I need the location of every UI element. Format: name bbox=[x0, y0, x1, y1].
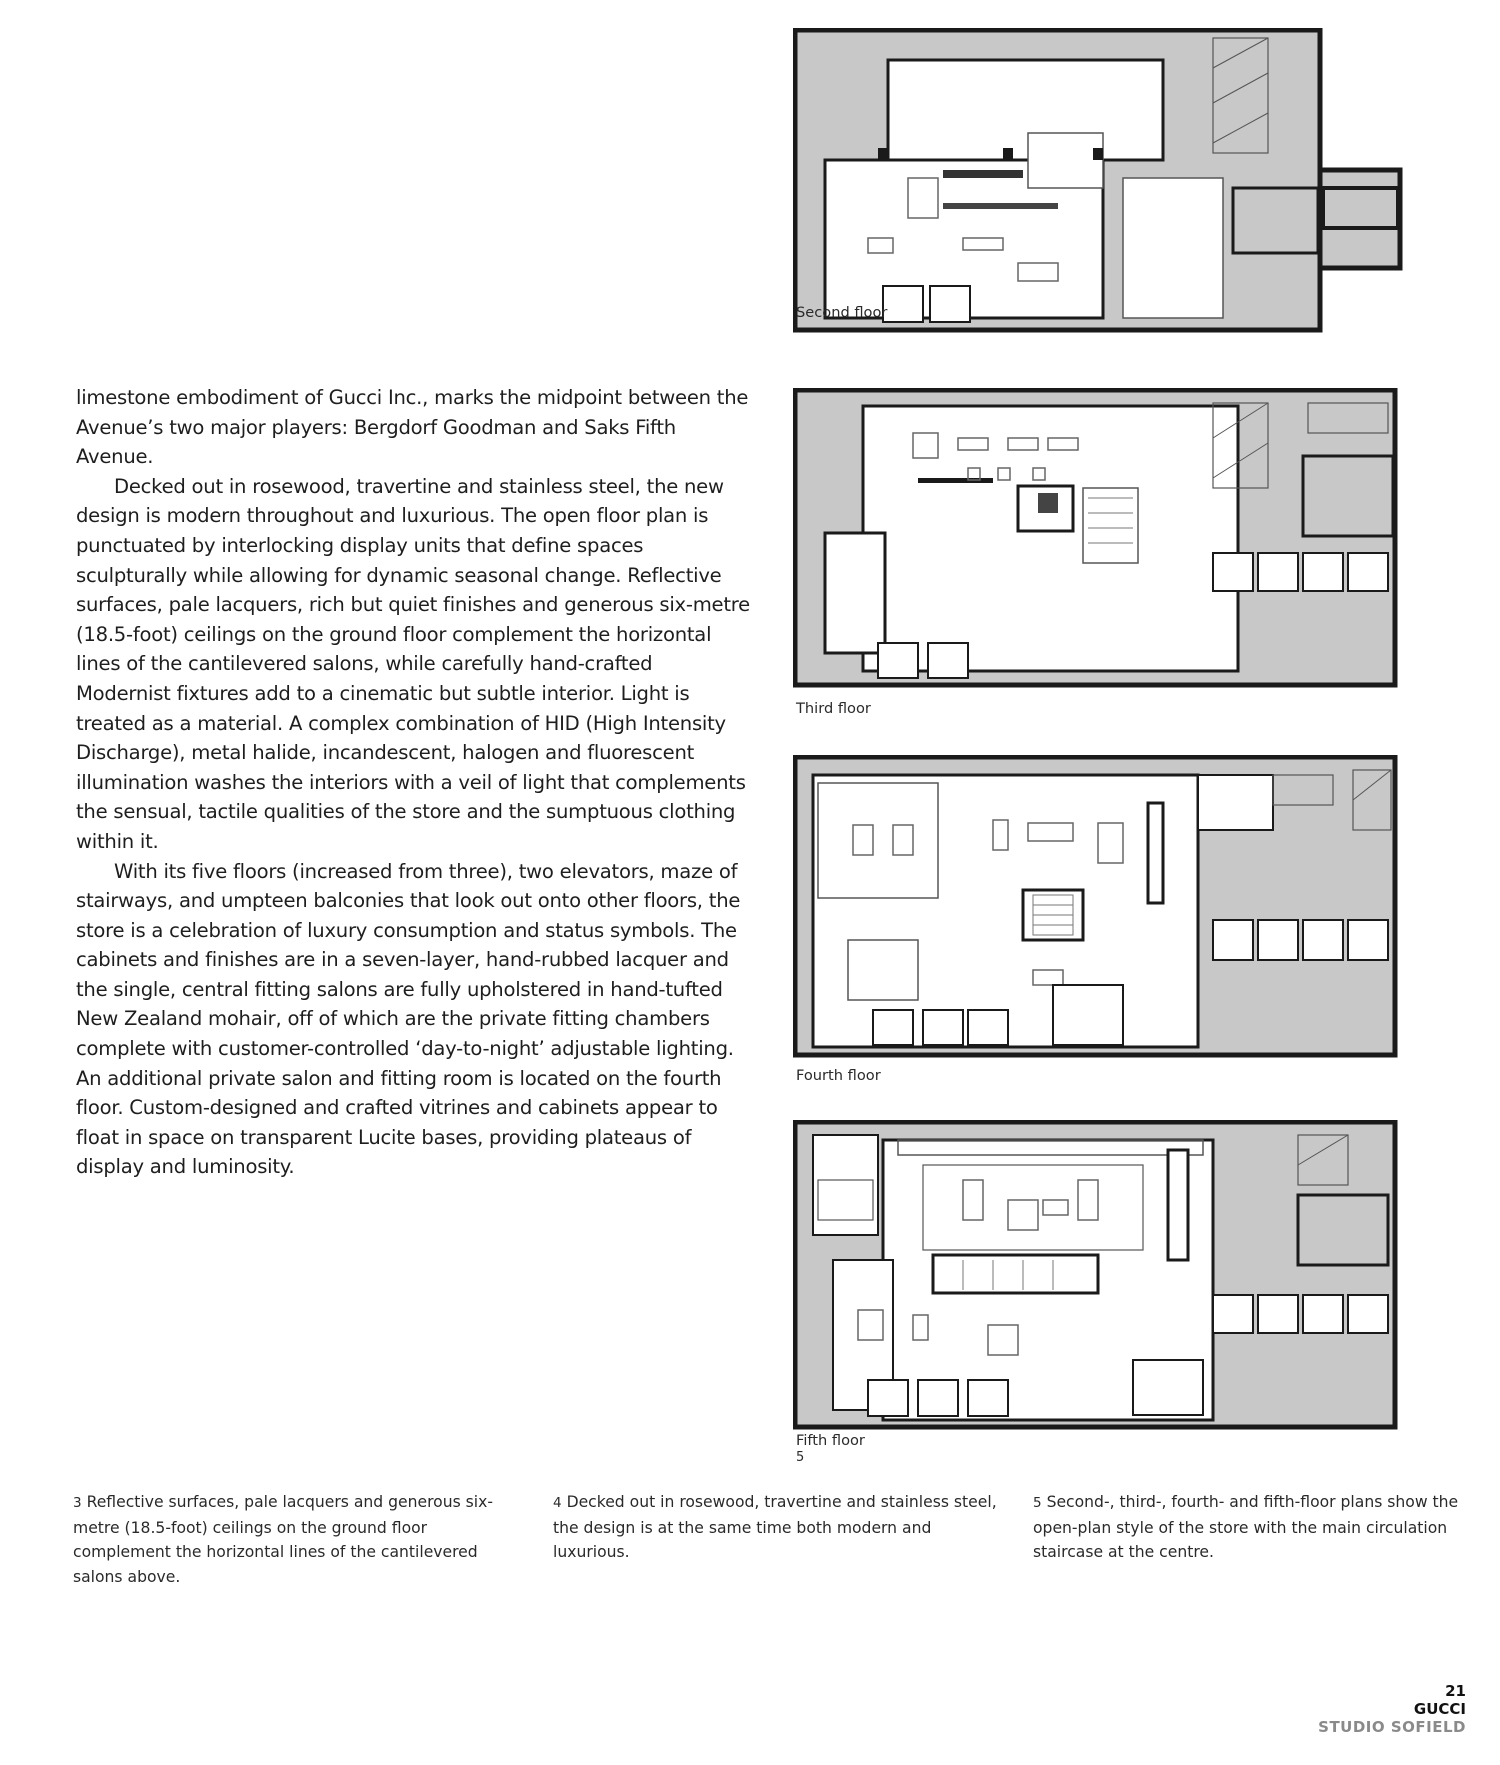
body-paragraph-2: Decked out in rosewood, travertine and stainless steel, the new design is modern throughout and luxurious. The open floor plan is punctuated by interlocking display units that define spaces sculpturally while allowing for dynamic seasonal change. Reflective surfaces, pale lacquers, rich but quiet finishes and generous six-metre (18.5-foot) ceilings on the ground floor complement the horizontal lines of the cantilevered salons, while carefully hand-crafted Modernist fixtures add to a cinematic but subtle interior. Light is treated as a material. A complex combination of HID (High Intensity Discharge), metal halide, incandescent, halogen and fluorescent illumination washes the interiors with a veil of light that complements the sensual, tactile qualities of the store and the sumptuous clothing within it. bbox=[76, 474, 750, 853]
floor-plan-second bbox=[793, 28, 1394, 333]
floor-plan-third bbox=[793, 388, 1394, 688]
plan-label-fourth-floor: Fourth floor bbox=[796, 1067, 881, 1084]
floor-plan-fifth bbox=[793, 1120, 1394, 1430]
caption-5 bbox=[1033, 1490, 1463, 1565]
figure-number: 5 bbox=[796, 1450, 805, 1465]
caption-3 bbox=[73, 1490, 518, 1589]
body-paragraph-3: With its five floors (increased from three), two elevators, maze of stairways, and umpteen balconies that look out onto other floors, the store is a celebration of luxury consumption and status symbols. The cabinets and finishes are in a seven-layer, hand-rubbed lacquer and the single, central fitting salons are fully upholstered in hand-tufted New Zealand mohair, off of which are the private fitting chambers complete with customer-controlled ‘day-to-night’ adjustable lighting. An additional private salon and fitting room is located on the fourth floor. Custom-designed and crafted vitrines and cabinets appear to float in space on transparent Lucite bases, providing plateaus of display and luminosity. bbox=[76, 859, 741, 1179]
plan-label-second-floor: Second floor bbox=[796, 304, 888, 321]
plan-label-third-floor: Third floor bbox=[796, 700, 871, 717]
folio-studio: STUDIO SOFIELD bbox=[1318, 1718, 1466, 1736]
caption-5-number: 5 bbox=[1033, 1495, 1042, 1511]
page-number: 21 bbox=[1445, 1682, 1466, 1700]
body-paragraph-1: limestone embodiment of Gucci Inc., marks the midpoint between the Avenue’s two major players: Bergdorf Goodman and Saks Fifth Avenue. bbox=[76, 386, 749, 469]
folio bbox=[1318, 1682, 1466, 1736]
floor-plan-fourth bbox=[793, 755, 1394, 1060]
body-text bbox=[76, 383, 751, 1182]
caption-3-number: 3 bbox=[73, 1495, 82, 1511]
caption-4 bbox=[553, 1490, 1003, 1565]
folio-client: GUCCI bbox=[1413, 1700, 1466, 1718]
caption-5-text: Second-, third-, fourth- and fifth-floor plans show the open-plan style of the store with the main circulation staircase at the centre. bbox=[1033, 1493, 1459, 1561]
plan-label-fifth-floor: Fifth floor bbox=[796, 1432, 865, 1449]
caption-4-number: 4 bbox=[553, 1495, 562, 1511]
caption-4-text: Decked out in rosewood, travertine and stainless steel, the design is at the same time both modern and luxurious. bbox=[553, 1493, 997, 1561]
caption-3-text: Reflective surfaces, pale lacquers and generous six-metre (18.5-foot) ceilings on the ground floor complement the horizontal lines of the cantilevered salons above. bbox=[73, 1493, 493, 1586]
